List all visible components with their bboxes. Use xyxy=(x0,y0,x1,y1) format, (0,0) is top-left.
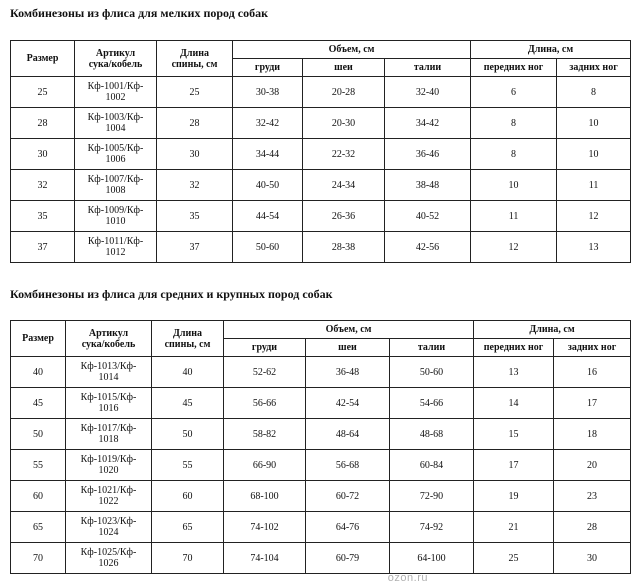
header-size: Размер xyxy=(11,321,66,357)
cell-back-length: 37 xyxy=(157,232,233,263)
watermark: ozon.ru xyxy=(387,572,428,584)
header-article: Артикул сука/кобель xyxy=(75,41,157,77)
cell-back-length: 32 xyxy=(157,170,233,201)
header-hind-legs: задних ног xyxy=(557,59,631,77)
header-hind-legs: задних ног xyxy=(554,339,631,357)
table-row xyxy=(11,481,631,512)
header-chest: груди xyxy=(224,339,306,357)
cell-neck: 22-32 xyxy=(303,139,385,170)
cell-neck: 42-54 xyxy=(306,388,390,419)
cell-chest: 30-38 xyxy=(233,77,303,108)
cell-back-length: 50 xyxy=(152,419,224,450)
cell-neck: 56-68 xyxy=(306,450,390,481)
cell-hind-legs: 23 xyxy=(554,481,631,512)
cell-chest: 58-82 xyxy=(224,419,306,450)
table-2-title: Комбинезоны из флиса для средних и крупных пород собак xyxy=(10,287,333,301)
table-row xyxy=(11,543,631,574)
cell-hind-legs: 20 xyxy=(554,450,631,481)
table-row xyxy=(11,357,631,388)
cell-chest: 56-66 xyxy=(224,388,306,419)
cell-front-legs: 13 xyxy=(474,357,554,388)
cell-hind-legs: 12 xyxy=(557,201,631,232)
cell-neck: 24-34 xyxy=(303,170,385,201)
cell-article: Кф-1001/Кф- 1002 xyxy=(75,77,157,108)
cell-waist: 48-68 xyxy=(390,419,474,450)
cell-waist: 60-84 xyxy=(390,450,474,481)
cell-waist: 40-52 xyxy=(385,201,471,232)
cell-back-length: 30 xyxy=(157,139,233,170)
cell-chest: 40-50 xyxy=(233,170,303,201)
cell-chest: 44-54 xyxy=(233,201,303,232)
table-row xyxy=(11,170,631,201)
cell-back-length: 25 xyxy=(157,77,233,108)
cell-neck: 60-72 xyxy=(306,481,390,512)
cell-size: 30 xyxy=(11,139,75,170)
cell-neck: 48-64 xyxy=(306,419,390,450)
cell-waist: 64-100 xyxy=(390,543,474,574)
cell-chest: 52-62 xyxy=(224,357,306,388)
cell-back-length: 45 xyxy=(152,388,224,419)
cell-hind-legs: 16 xyxy=(554,357,631,388)
cell-article: Кф-1003/Кф- 1004 xyxy=(75,108,157,139)
cell-hind-legs: 8 xyxy=(557,77,631,108)
cell-size: 35 xyxy=(11,201,75,232)
header-volume: Объем, см xyxy=(224,321,474,339)
cell-back-length: 40 xyxy=(152,357,224,388)
cell-article: Кф-1021/Кф- 1022 xyxy=(66,481,152,512)
cell-front-legs: 11 xyxy=(471,201,557,232)
table-1-title: Комбинезоны из флиса для мелких пород собак xyxy=(10,6,269,20)
table-row xyxy=(11,139,631,170)
table-row xyxy=(11,232,631,263)
cell-waist: 38-48 xyxy=(385,170,471,201)
header-front-legs: передних ног xyxy=(474,339,554,357)
cell-chest: 74-102 xyxy=(224,512,306,543)
cell-size: 45 xyxy=(11,388,66,419)
table-row xyxy=(11,108,631,139)
cell-front-legs: 17 xyxy=(474,450,554,481)
cell-size: 70 xyxy=(11,543,66,574)
table-row xyxy=(11,388,631,419)
cell-waist: 32-40 xyxy=(385,77,471,108)
cell-front-legs: 8 xyxy=(471,108,557,139)
cell-waist: 74-92 xyxy=(390,512,474,543)
header-back-length: Длина спины, см xyxy=(157,41,233,77)
cell-chest: 68-100 xyxy=(224,481,306,512)
cell-article: Кф-1007/Кф- 1008 xyxy=(75,170,157,201)
header-length: Длина, см xyxy=(474,321,631,339)
cell-chest: 66-90 xyxy=(224,450,306,481)
cell-back-length: 35 xyxy=(157,201,233,232)
cell-back-length: 55 xyxy=(152,450,224,481)
size-table-small-breeds xyxy=(10,40,631,263)
cell-front-legs: 6 xyxy=(471,77,557,108)
cell-chest: 50-60 xyxy=(233,232,303,263)
table-row xyxy=(11,201,631,232)
cell-neck: 36-48 xyxy=(306,357,390,388)
cell-size: 40 xyxy=(11,357,66,388)
cell-back-length: 28 xyxy=(157,108,233,139)
cell-size: 28 xyxy=(11,108,75,139)
cell-article: Кф-1015/Кф- 1016 xyxy=(66,388,152,419)
cell-neck: 20-28 xyxy=(303,77,385,108)
cell-front-legs: 21 xyxy=(474,512,554,543)
cell-size: 65 xyxy=(11,512,66,543)
cell-size: 60 xyxy=(11,481,66,512)
cell-hind-legs: 30 xyxy=(554,543,631,574)
cell-article: Кф-1013/Кф- 1014 xyxy=(66,357,152,388)
cell-neck: 28-38 xyxy=(303,232,385,263)
cell-size: 25 xyxy=(11,77,75,108)
cell-front-legs: 12 xyxy=(471,232,557,263)
cell-neck: 26-36 xyxy=(303,201,385,232)
cell-back-length: 65 xyxy=(152,512,224,543)
header-neck: шеи xyxy=(306,339,390,357)
header-waist: талии xyxy=(385,59,471,77)
cell-size: 37 xyxy=(11,232,75,263)
cell-article: Кф-1005/Кф- 1006 xyxy=(75,139,157,170)
cell-front-legs: 19 xyxy=(474,481,554,512)
cell-front-legs: 10 xyxy=(471,170,557,201)
header-front-legs: передних ног xyxy=(471,59,557,77)
cell-waist: 34-42 xyxy=(385,108,471,139)
cell-neck: 64-76 xyxy=(306,512,390,543)
cell-neck: 60-79 xyxy=(306,543,390,574)
cell-hind-legs: 10 xyxy=(557,139,631,170)
table-row xyxy=(11,450,631,481)
cell-hind-legs: 28 xyxy=(554,512,631,543)
cell-chest: 74-104 xyxy=(224,543,306,574)
cell-waist: 42-56 xyxy=(385,232,471,263)
header-article: Артикул сука/кобель xyxy=(66,321,152,357)
cell-article: Кф-1009/Кф- 1010 xyxy=(75,201,157,232)
cell-chest: 34-44 xyxy=(233,139,303,170)
cell-hind-legs: 18 xyxy=(554,419,631,450)
cell-hind-legs: 10 xyxy=(557,108,631,139)
cell-front-legs: 14 xyxy=(474,388,554,419)
cell-chest: 32-42 xyxy=(233,108,303,139)
header-size: Размер xyxy=(11,41,75,77)
header-volume: Объем, см xyxy=(233,41,471,59)
table-row xyxy=(11,512,631,543)
table-row xyxy=(11,419,631,450)
cell-size: 50 xyxy=(11,419,66,450)
header-length: Длина, см xyxy=(471,41,631,59)
cell-article: Кф-1023/Кф- 1024 xyxy=(66,512,152,543)
cell-waist: 54-66 xyxy=(390,388,474,419)
header-neck: шеи xyxy=(303,59,385,77)
header-waist: талии xyxy=(390,339,474,357)
cell-article: Кф-1019/Кф- 1020 xyxy=(66,450,152,481)
cell-front-legs: 8 xyxy=(471,139,557,170)
size-table-medium-large-breeds xyxy=(10,320,631,574)
cell-article: Кф-1017/Кф- 1018 xyxy=(66,419,152,450)
cell-size: 32 xyxy=(11,170,75,201)
cell-article: Кф-1011/Кф- 1012 xyxy=(75,232,157,263)
cell-article: Кф-1025/Кф- 1026 xyxy=(66,543,152,574)
header-chest: груди xyxy=(233,59,303,77)
cell-waist: 50-60 xyxy=(390,357,474,388)
cell-waist: 72-90 xyxy=(390,481,474,512)
cell-waist: 36-46 xyxy=(385,139,471,170)
table-row xyxy=(11,77,631,108)
cell-hind-legs: 13 xyxy=(557,232,631,263)
cell-hind-legs: 11 xyxy=(557,170,631,201)
cell-front-legs: 15 xyxy=(474,419,554,450)
header-back-length: Длина спины, см xyxy=(152,321,224,357)
cell-back-length: 70 xyxy=(152,543,224,574)
cell-hind-legs: 17 xyxy=(554,388,631,419)
cell-back-length: 60 xyxy=(152,481,224,512)
cell-front-legs: 25 xyxy=(474,543,554,574)
cell-size: 55 xyxy=(11,450,66,481)
cell-neck: 20-30 xyxy=(303,108,385,139)
